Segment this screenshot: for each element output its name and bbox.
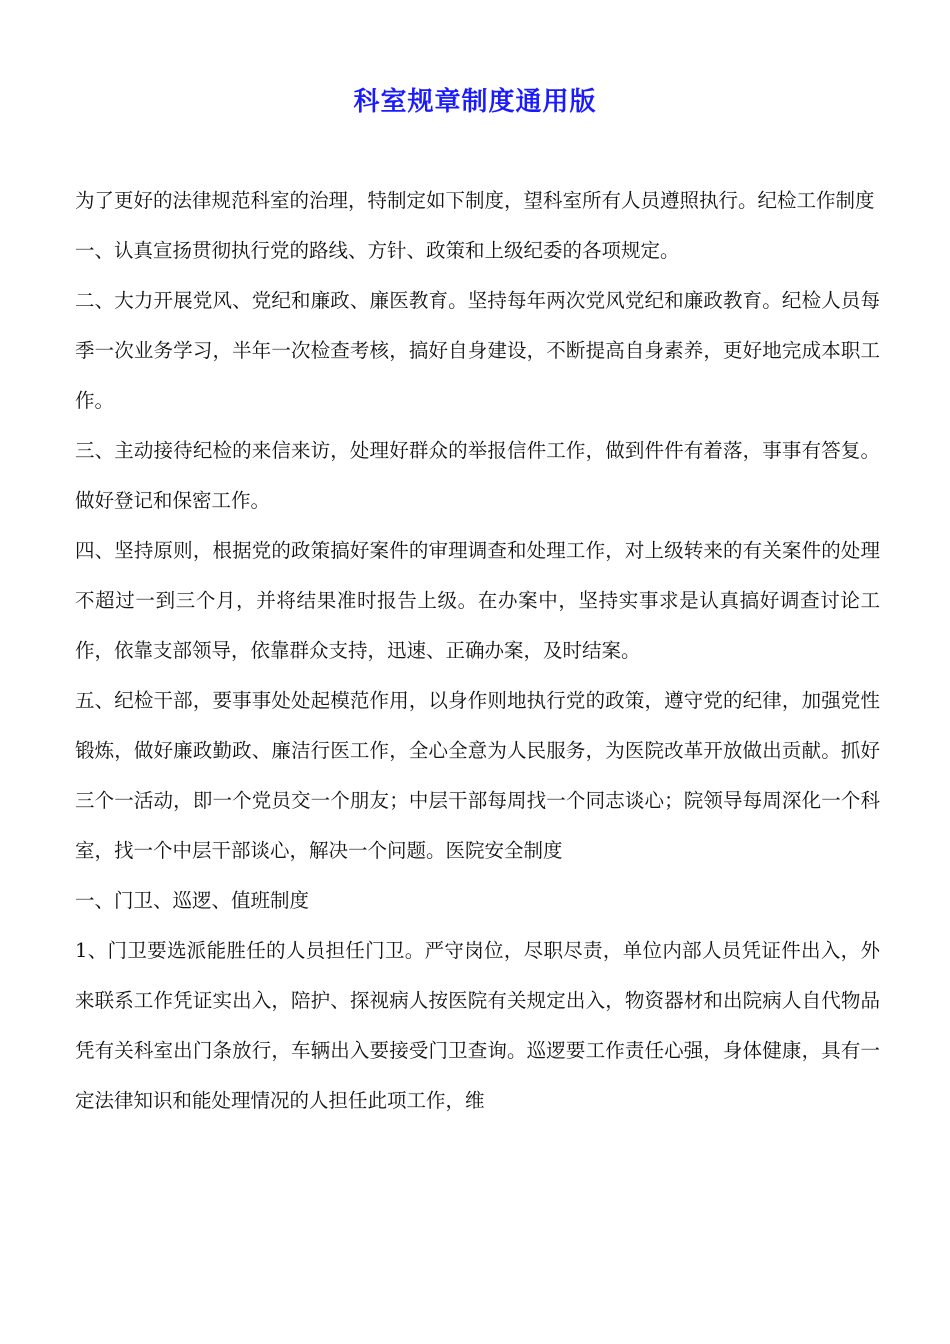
- paragraph-guard-1: 1、门卫要选派能胜任的人员担任门卫。严守岗位，尽职尽责，单位内部人员凭证件出入，外来联系工作凭证实出入，陪护、探视病人按医院有关规定出入，物资器材和出院病人自代物品凭有关科室出门条放行，车辆出入要接受门卫查询。巡逻要工作责任心强，身体健康，具有一定法律知识和能处理情况的人担任此项工作，维: [75, 939, 880, 1112]
- paragraph-item-4: 四、坚持原则，根据党的政策搞好案件的审理调查和处理工作，对上级转来的有关案件的处理不超过一到三个月，并将结果准时报告上级。在办案中，坚持实事求是认真搞好调查讨论工作，依靠支部领导，依靠群众支持，迅速、正确办案，及时结案。: [75, 539, 880, 662]
- section-heading-guard: 一、门卫、巡逻、值班制度: [75, 889, 310, 912]
- paragraph-item-3: 三、主动接待纪检的来信来访，处理好群众的举报信件工作，做到件件有着落，事事有答复。做好登记和保密工作。: [75, 439, 880, 512]
- paragraph-item-5: 五、纪检干部，要事事处处起模范作用，以身作则地执行党的政策，遵守党的纪律，加强党性锻炼，做好廉政勤政、廉洁行医工作，全心全意为人民服务，为医院改革开放做出贡献。抓好三个一活动，即一个党员交一个朋友；中层干部每周找一个同志谈心；院领导每周深化一个科室，找一个中层干部谈心，解决一个问题。医院安全制度: [75, 689, 880, 862]
- document-body: [75, 176, 880, 1126]
- paragraph-intro: 为了更好的法律规范科室的治理，特制定如下制度，望科室所有人员遵照执行。纪检工作制度: [75, 189, 875, 212]
- paragraph-item-2: 二、大力开展党风、党纪和廉政、廉医教育。坚持每年两次党风党纪和廉政教育。纪检人员每季一次业务学习，半年一次检查考核，搞好自身建设，不断提高自身素养，更好地完成本职工作。: [75, 289, 880, 412]
- paragraph-item-1: 一、认真宣扬贯彻执行党的路线、方针、政策和上级纪委的各项规定。: [75, 239, 680, 262]
- document-title: 科室规章制度通用版: [353, 87, 597, 117]
